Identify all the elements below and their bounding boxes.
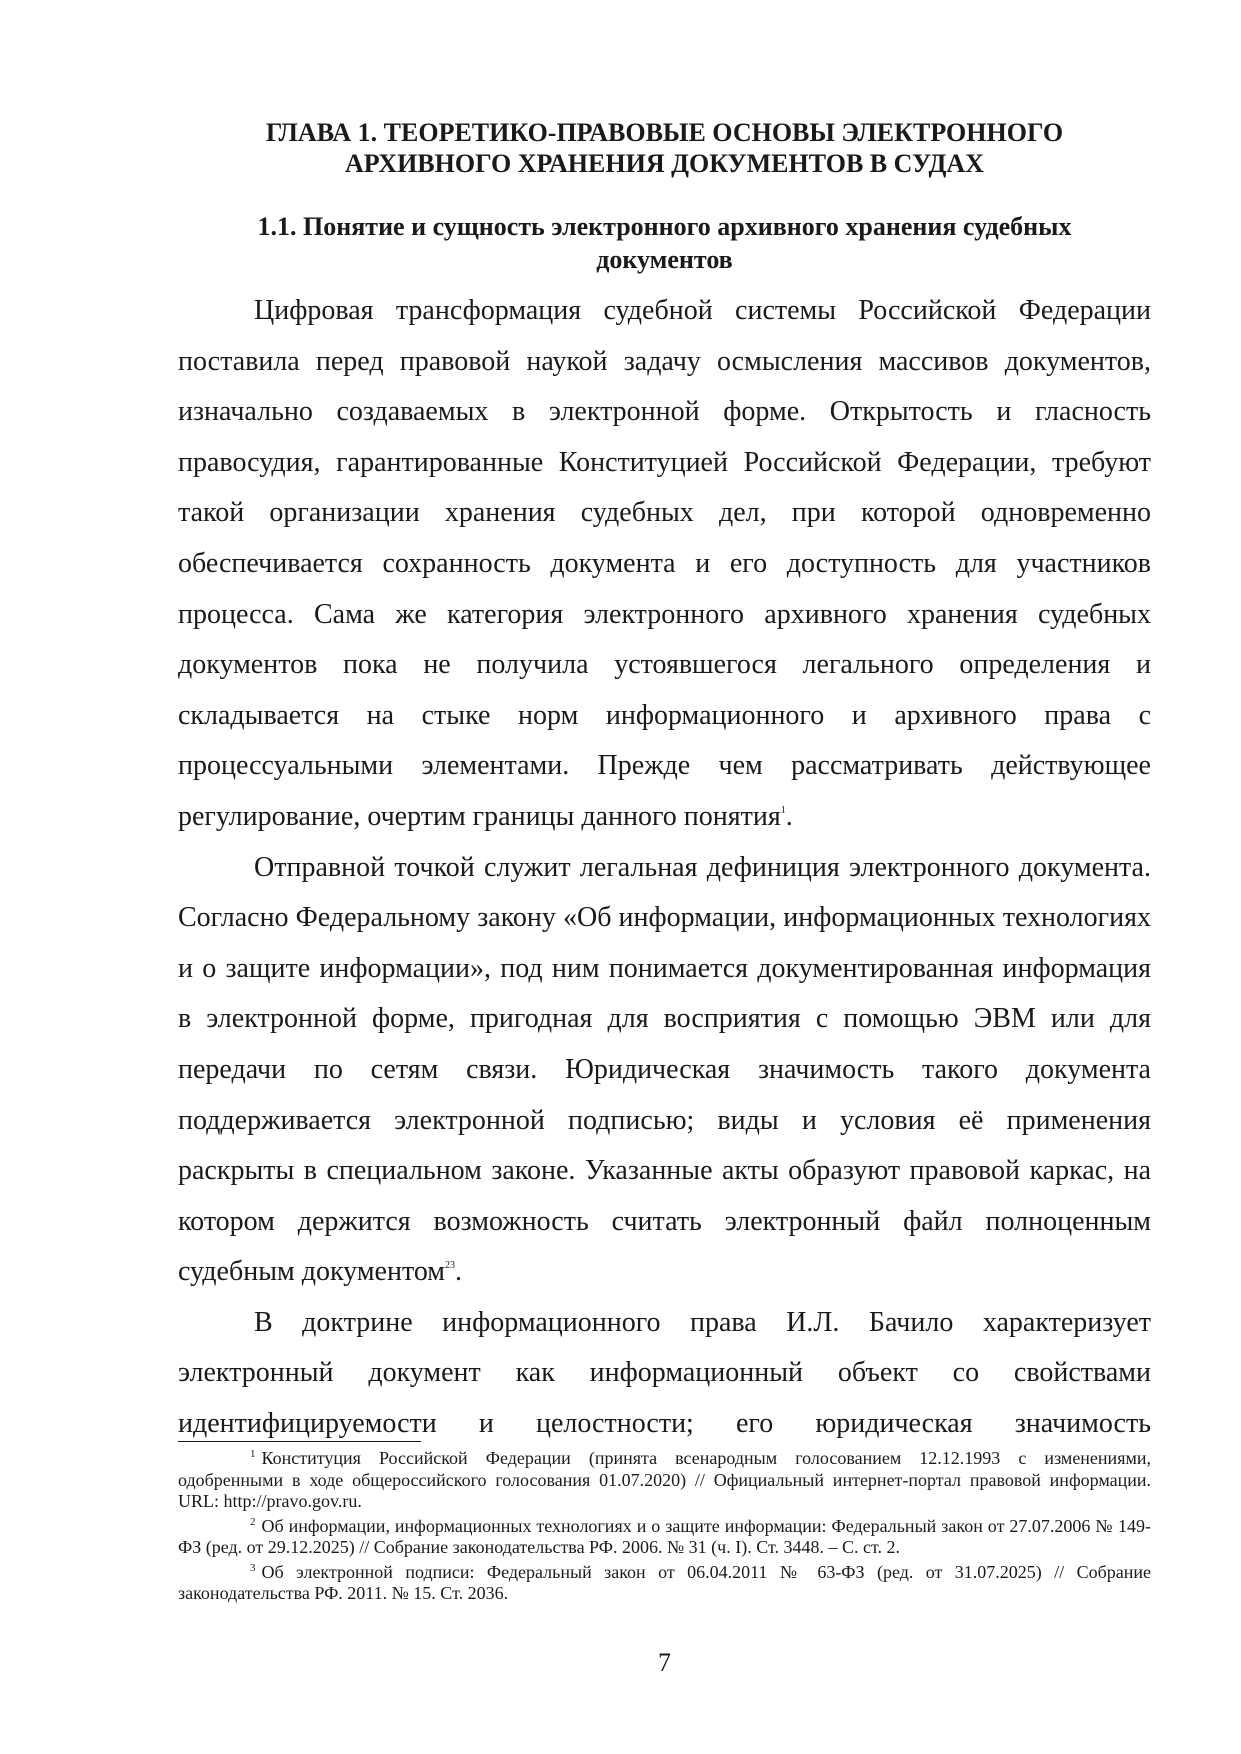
section-title-line-1: 1.1. Понятие и сущность электронного архивного хранения судебных [257, 212, 1072, 241]
footnote-ref-23: 23 [445, 1260, 455, 1272]
chapter-title [178, 117, 1151, 179]
paragraph-2-end: . [455, 1256, 462, 1288]
paragraph-3 [178, 1298, 1151, 1450]
section-title-line-2: документов [596, 245, 733, 274]
paragraph-3-text: В доктрине информационного права И.Л. Бачило характеризует электронный документ как информационный объект со свойствами идентифицируемости и целостности; его юридическая значимость [178, 1306, 1151, 1440]
section-title [178, 210, 1151, 276]
paragraph-1-text: Цифровая трансформация судебной системы Российской Федерации поставила перед правовой наукой задачу осмысления массивов документов, изначально создаваемых в электронной форме. Открытость и гласность правосудия, гарантированные Конституцией Российской Федерации, требуют такой организации хранения судебных дел, при которой одновременно обеспечивается сохранность документа и его доступность для участников процесса. Сама же категория электронного архивного хранения судебных документов пока не получила устоявшегося легального определения и складывается на стыке норм информационного и архивного права с процессуальными элементами. Прежде чем рассматривать действующее регулирование, очертим границы данного понятия [178, 295, 1151, 832]
footnote-2-text: Об информации, информационных технологиях и о защите информации: Федеральный закон от 27.07.2006 № 149-ФЗ (ред. от 29.12.2025) // Собрание законодательства РФ. 2006. № 31 (ч. I). Ст. 3448. – С. ст. 2. [178, 1515, 1151, 1557]
footnote-2-number: 2 [250, 1515, 256, 1528]
footnote-3 [178, 1562, 1151, 1605]
footnote-1 [178, 1448, 1151, 1513]
footnote-ref-1: 1 [780, 804, 786, 816]
paragraph-1-end: . [785, 800, 793, 832]
footnote-3-text: Об электронной подписи: Федеральный закон от 06.04.2011 № 63-ФЗ (ред. от 31.07.2025) // Собрание законодательства РФ. 2011. № 15. Ст. 2036. [178, 1561, 1151, 1603]
paragraph-1 [178, 286, 1151, 843]
footnotes [178, 1448, 1151, 1608]
chapter-title-line-1: ГЛАВА 1. ТЕОРЕТИКО-ПРАВОВЫЕ ОСНОВЫ ЭЛЕКТРОННОГО [265, 118, 1064, 147]
paragraph-2-text: Отправной точкой служит легальная дефиниция электронного документа. Согласно Федеральному закону «Об информации, информационных технологиях и о защите информации», под ним понимается документированная информация в электронной форме, пригодная для восприятия с помощью ЭВМ или для передачи по сетям связи. Юридическая значимость такого документа поддерживается электронной подписью; виды и условия её применения раскрыты в специальном законе. Указанные акты образуют правовой каркас, на котором держится возможность считать электронный файл полноценным судебным документом [178, 851, 1151, 1288]
footnote-1-text: Конституция Российской Федерации (принята всенародным голосованием 12.12.1993 с изменениями, одобренными в ходе общероссийского голосования 01.07.2020) // Официальный интернет-портал правовой информации. URL: http://pravo.gov.ru. [178, 1448, 1151, 1511]
page-number: 7 [658, 1648, 671, 1677]
footnote-1-number: 1 [250, 1448, 256, 1460]
footnote-separator [178, 1441, 421, 1442]
body-text [178, 286, 1151, 1450]
chapter-title-line-2: АРХИВНОГО ХРАНЕНИЯ ДОКУМЕНТОВ В СУДАХ [345, 149, 984, 178]
paragraph-2 [178, 843, 1151, 1298]
footnote-3-number: 3 [250, 1561, 256, 1574]
footnote-2 [178, 1516, 1151, 1559]
